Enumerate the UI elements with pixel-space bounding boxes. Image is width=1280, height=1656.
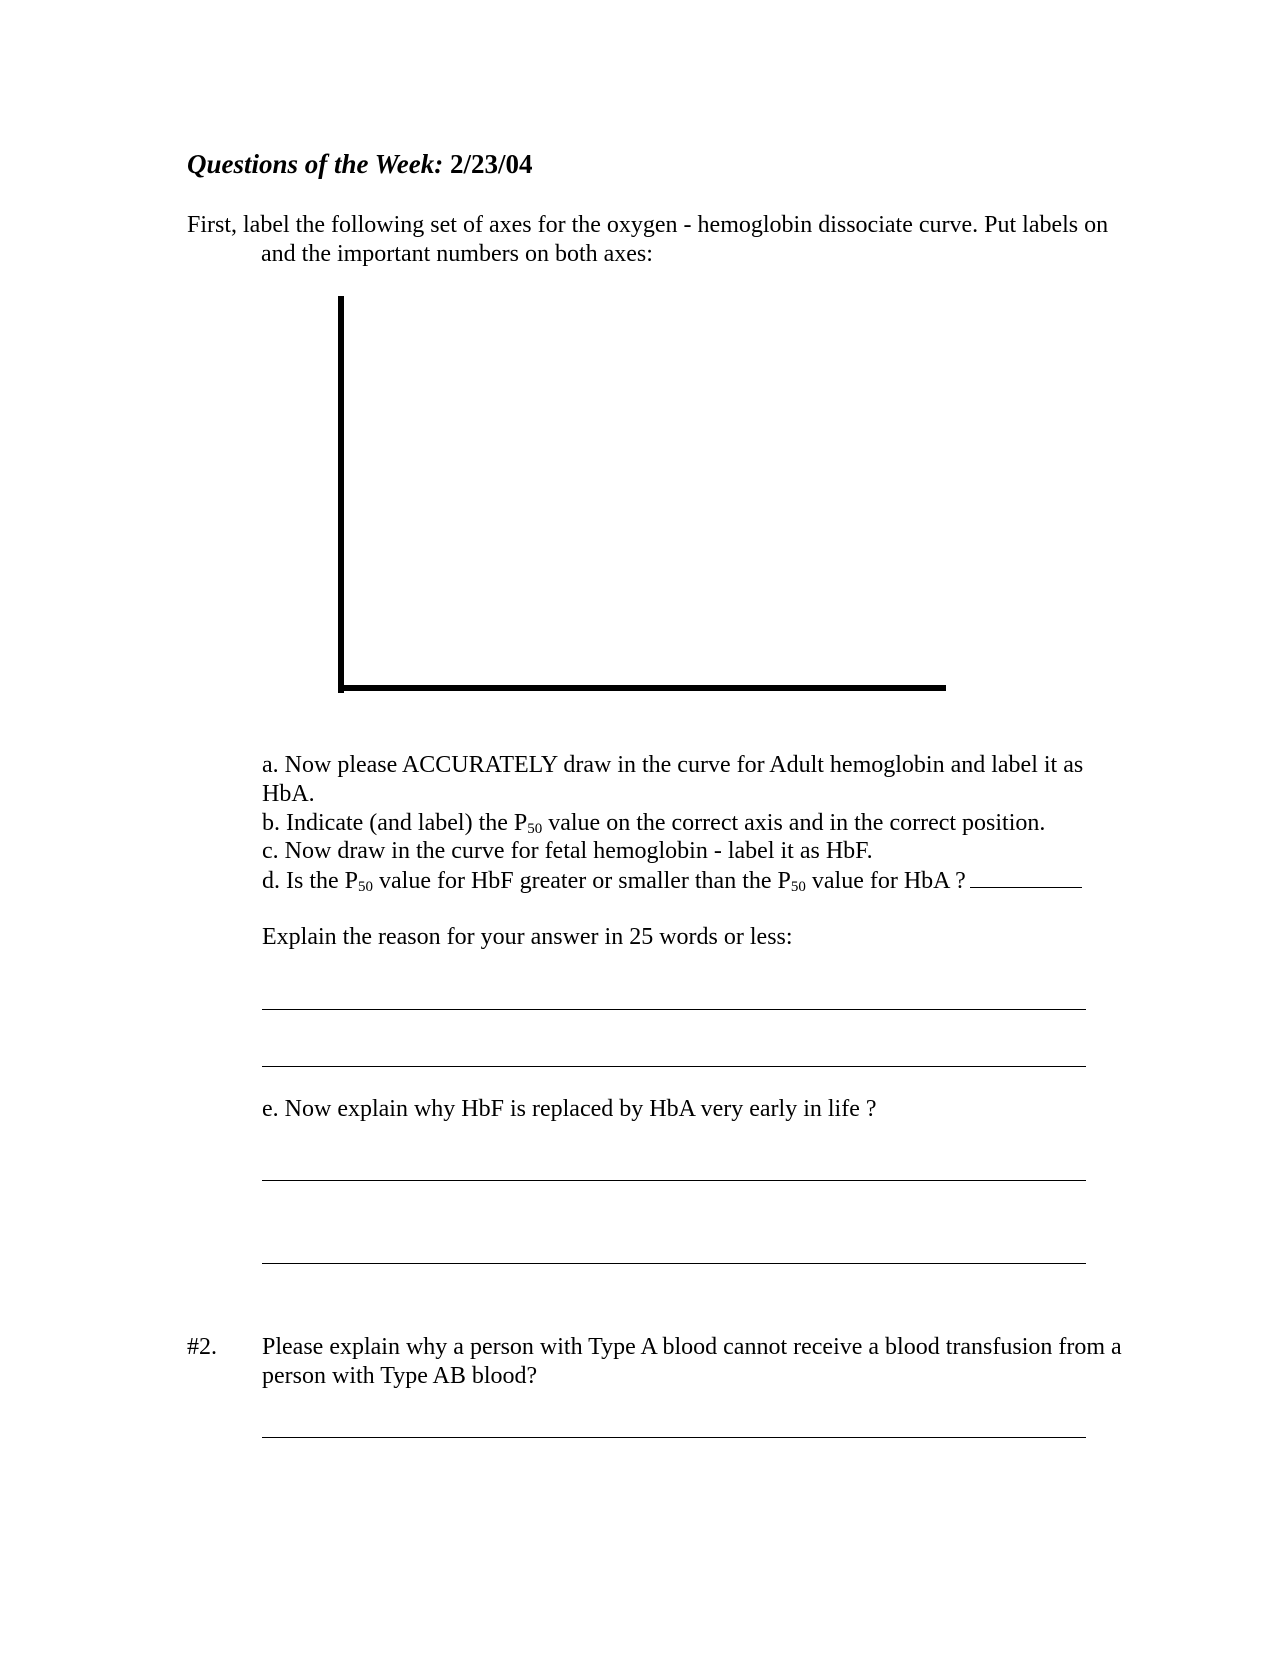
explain-prompt: Explain the reason for your answer in 25 words or less:: [262, 924, 793, 950]
answer-line[interactable]: [262, 1437, 1086, 1438]
x-axis-line: [338, 685, 946, 691]
question-d-pre: d. Is the P: [262, 868, 358, 894]
y-axis-line: [338, 296, 344, 693]
title-date: 2/23/04: [450, 149, 533, 179]
answer-line[interactable]: [262, 1066, 1086, 1067]
answer-line[interactable]: [262, 1180, 1086, 1181]
answer-line[interactable]: [262, 1009, 1086, 1010]
title-label: Questions of the Week:: [187, 149, 444, 179]
question-2-line-2: person with Type AB blood?: [262, 1363, 538, 1389]
question-d: [262, 867, 1082, 895]
question-a-line-1: a. Now please ACCURATELY draw in the curve for Adult hemoglobin and label it as: [262, 752, 1084, 778]
p50-subscript: 50: [527, 821, 543, 837]
question-c: c. Now draw in the curve for fetal hemoglobin - label it as HbF.: [262, 838, 873, 864]
p50-subscript: 50: [790, 879, 806, 895]
question-d-mid: value for HbF greater or smaller than the P: [373, 868, 791, 894]
question-b-pre: b. Indicate (and label) the P: [262, 810, 528, 836]
question-e: e. Now explain why HbF is replaced by HbA very early in life ?: [262, 1096, 877, 1122]
question-a-line-2: HbA.: [262, 781, 315, 807]
intro-line-1: First, label the following set of axes for the oxygen - hemoglobin dissociate curve. Put labels on: [187, 212, 1109, 238]
question-2-line-1: Please explain why a person with Type A blood cannot receive a blood transfusion from a: [262, 1334, 1122, 1360]
question-b-post: value on the correct axis and in the correct position.: [542, 810, 1046, 836]
question-d-post: value for HbA ?: [805, 868, 966, 894]
question-b: [262, 810, 1045, 837]
answer-blank-d[interactable]: [970, 867, 1082, 888]
intro-line-2: and the important numbers on both axes:: [261, 241, 653, 267]
page-title: [187, 149, 533, 180]
answer-line[interactable]: [262, 1263, 1086, 1264]
p50-subscript: 50: [358, 879, 373, 895]
question-2-number: #2.: [187, 1334, 217, 1360]
